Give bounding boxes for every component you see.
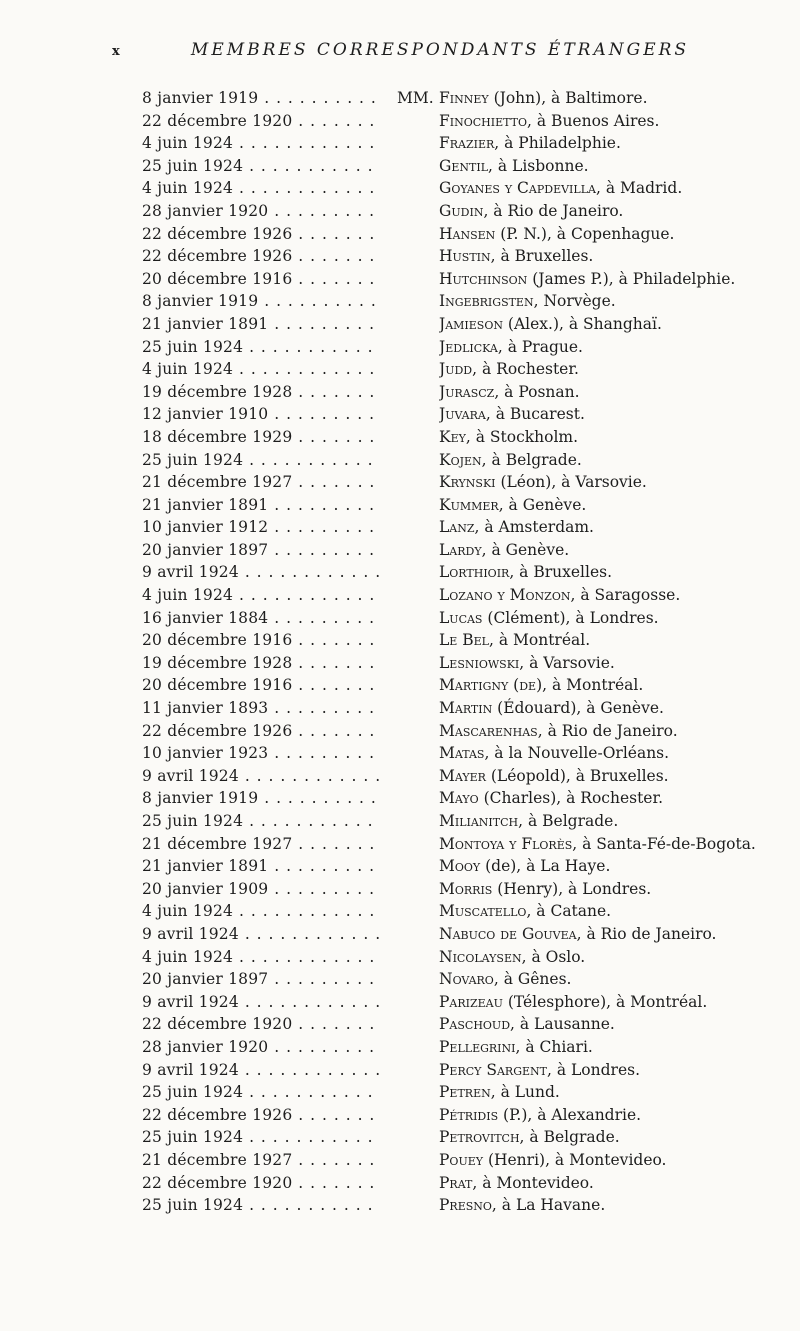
member-entry [439,223,799,246]
member-surname: Martin [439,699,493,718]
list-item [142,1036,792,1059]
election-date: 22 décembre 1926 . . . [142,1104,380,1127]
member-details: , à Genève. [481,540,570,559]
member-surname: Morris [439,879,493,898]
election-date: 11 janvier 1893 . . . [142,697,380,720]
list-item [142,426,792,449]
member-entry [439,177,799,200]
election-date: 28 janvier 1920 . . . [142,1036,380,1059]
list-item [142,313,792,336]
list-item [142,652,792,675]
list-item [142,1172,792,1195]
member-surname: Parizeau [439,992,503,1011]
member-entry [439,855,799,878]
member-surname: Nabuco de Gouvea [439,924,577,943]
member-surname: Kummer [439,495,499,514]
member-details: , à Posnan. [494,382,580,401]
member-details: , à Gênes. [493,970,572,989]
member-surname: Kojen [439,450,482,469]
list-item [142,765,792,788]
member-surname: Petrovitch [439,1128,520,1147]
member-details: , à Saragosse. [570,586,681,605]
list-item [142,200,792,223]
member-entry [439,946,799,969]
member-surname: Jurascz [439,382,495,401]
member-surname: Pétridis [439,1105,499,1124]
member-entry [439,539,799,562]
member-details: (Clément), à Londres. [482,608,659,627]
election-date: 22 décembre 1926 . . . [142,223,380,246]
member-entry [439,607,799,630]
election-date: 28 janvier 1920 . . . [142,200,380,223]
member-surname: Milianitch [439,812,519,830]
list-item [142,946,792,969]
list-prefix: MM. [397,89,434,107]
list-item [142,855,792,878]
list-item [142,358,792,381]
election-date: 16 janvier 1884 . . . [142,607,380,630]
member-details: , à Philadelphie. [494,134,621,153]
member-details: , à Rochester. [472,360,579,379]
member-entry [439,494,799,517]
member-entry [439,132,799,155]
member-surname: Key [439,427,466,446]
member-details: (P.), à Alexandrie. [498,1105,642,1124]
member-details: , Norvège. [533,292,616,311]
election-date: 25 juin 1924 . . . [142,1126,380,1149]
election-date: 8 janvier 1919 . . . [142,290,380,313]
member-entry [439,449,799,472]
member-entry [439,200,799,223]
election-date: 9 avril 1924 . . . [142,991,380,1014]
member-details: , à Rio de Janeiro. [576,924,717,943]
list-item [142,1149,792,1172]
member-surname: Muscatello [439,902,527,921]
election-date: 19 décembre 1928 . . . [142,381,380,404]
member-entry [439,765,799,788]
member-details: , à Stockholm. [465,427,579,446]
list-item [142,132,792,155]
member-surname: Gentil [439,156,489,175]
member-details: (Henri), à Montevideo. [483,1150,667,1169]
list-item [142,923,792,946]
member-surname: Ingebrigsten [439,292,534,311]
member-entry [439,584,799,607]
member-entry [439,1036,799,1059]
list-item [142,1013,792,1036]
election-date: 20 janvier 1909 . . . [142,878,380,901]
member-surname: Prat [439,1173,473,1192]
member-surname: Pouey [439,1150,484,1169]
member-entry [439,1013,799,1036]
member-details: , à Montréal. [488,631,591,650]
member-entry [439,268,799,291]
member-details: (James P.), à Philadelphie. [527,269,736,288]
member-details: , à Lund. [490,1083,560,1102]
election-date: 21 décembre 1927 . . . [142,471,380,494]
member-details: , à Oslo. [521,947,586,966]
election-date: 4 juin 1924 . . . [142,946,380,969]
election-date: 21 décembre 1927 . . . [142,1149,380,1172]
election-date: 10 janvier 1923 . . . [142,742,380,765]
member-entry [439,1059,799,1082]
election-date: 19 décembre 1928 . . . [142,652,380,675]
election-date: 4 juin 1924 . . . [142,132,380,155]
member-surname: Lucas [439,608,483,627]
member-surname: Mayer [439,766,486,785]
list-item [142,900,792,923]
member-entry [439,471,799,494]
member-details: , à Rio de Janeiro. [483,201,624,220]
member-surname: Jamieson [439,314,503,333]
election-date: 10 janvier 1912 . . . [142,516,380,539]
list-item [142,607,792,630]
member-entry [439,900,799,923]
list-item [142,245,792,268]
member-surname: Mayo [439,789,479,808]
member-details: , à Chiari. [515,1037,593,1056]
list-item [142,787,792,810]
list-item [142,833,792,856]
election-date: 8 janvier 1919 . . . [142,87,380,110]
list-item [142,290,792,313]
election-date: 25 juin 1924 . . . [142,1081,380,1104]
member-details: , à Bucarest. [485,405,585,424]
election-date: 20 janvier 1897 . . . [142,968,380,991]
member-details: , à Belgrade. [519,1128,620,1147]
list-item [142,87,792,110]
member-details: , à Belgrade. [518,812,619,830]
member-details: , à Bruxelles. [490,247,594,266]
member-surname: Jedlicka [439,337,498,356]
list-item [142,449,792,472]
list-item [142,561,792,584]
member-surname: Lorthioir [439,563,510,582]
member-entry [439,674,799,697]
member-details: (Édouard), à Genève. [492,699,664,718]
member-entry [439,358,799,381]
member-entry [439,1126,799,1149]
member-entry [439,110,799,133]
election-date: 22 décembre 1920 . . . [142,1013,380,1036]
member-entry [439,991,799,1014]
member-details: , à Amsterdam. [474,518,594,537]
member-details: , à Prague. [497,337,583,356]
election-date: 22 décembre 1920 . . . [142,110,380,133]
member-surname: Lesniowski [439,653,520,672]
member-details: , à Lisbonne. [488,156,589,175]
member-surname: Percy Sargent [439,1060,547,1079]
member-details: , à Bruxelles. [509,563,613,582]
member-entry [439,516,799,539]
member-entry [439,1081,799,1104]
member-entry [439,878,799,901]
member-details: , à Montréal. [542,676,644,695]
member-entry [439,313,799,336]
list-item [142,110,792,133]
member-surname: Le Bel [439,631,489,650]
list-item [142,403,792,426]
list-item [142,810,792,833]
member-surname: Presno [439,1196,492,1215]
member-surname: Lozano y Monzon [439,586,571,605]
member-entry [439,1149,799,1172]
member-details: (Télesphore), à Montréal. [502,992,708,1011]
election-date: 21 janvier 1891 . . . [142,313,380,336]
election-date: 20 janvier 1897 . . . [142,539,380,562]
list-item [142,516,792,539]
member-details: , à Varsovie. [519,653,615,672]
member-surname: Frazier [439,134,495,153]
election-date: 20 décembre 1916 . . . [142,674,380,697]
election-date: 25 juin 1924 . . . [142,449,380,472]
member-details: , à Montevideo. [472,1173,594,1192]
election-date: 9 avril 1924 . . . [142,923,380,946]
election-date: 25 juin 1924 . . . [142,155,380,178]
member-details: (John), à Baltimore. [488,89,648,107]
member-entry [439,1194,799,1217]
list-item [142,155,792,178]
member-entry [439,87,799,110]
member-surname: Mascarenhas [439,721,538,740]
member-details: (Henry), à Londres. [492,879,652,898]
list-item [142,584,792,607]
member-entry [439,403,799,426]
member-surname: Mooy [439,857,481,876]
election-date: 4 juin 1924 . . . [142,358,380,381]
member-entry [439,155,799,178]
election-date: 25 juin 1924 . . . [142,336,380,359]
election-date: 22 décembre 1926 . . . [142,720,380,743]
member-details: (Léon), à Varsovie. [495,473,647,492]
member-surname: Hustin [439,247,491,266]
member-entry [439,720,799,743]
election-date: 21 janvier 1891 . . . [142,494,380,517]
election-date: 4 juin 1924 . . . [142,177,380,200]
member-details: , à Buenos Aires. [527,111,660,130]
member-surname: Krynski [439,473,496,492]
member-details: (P. N.), à Copenhague. [495,224,675,243]
running-title: MEMBRES CORRESPONDANTS ÉTRANGERS [190,40,690,60]
list-item [142,629,792,652]
member-details: , à Londres. [546,1060,640,1079]
election-date: 8 janvier 1919 . . . [142,787,380,810]
member-surname: Judd [439,360,473,379]
member-entry [439,652,799,675]
list-item [142,742,792,765]
election-date: 21 janvier 1891 . . . [142,855,380,878]
list-item [142,968,792,991]
member-surname: Lanz [439,518,475,537]
member-entry [439,336,799,359]
election-date: 9 avril 1924 . . . [142,1059,380,1082]
member-surname: Matas [439,744,485,763]
list-item [142,674,792,697]
member-details: , à Belgrade. [481,450,582,469]
member-details: (Charles), à Rochester. [478,789,664,808]
member-entry [439,629,799,652]
member-surname: Finochietto [439,111,528,130]
member-details: (Alex.), à Shanghaï. [502,314,662,333]
member-entry [439,245,799,268]
member-surname: Montoya y Florès [439,834,573,853]
election-date: 12 janvier 1910 . . . [142,403,380,426]
election-date: 18 décembre 1929 . . . [142,426,380,449]
list-item [142,1081,792,1104]
member-surname: Goyanes y Capdevilla [439,179,596,198]
list-item [142,1126,792,1149]
member-details: (Léopold), à Bruxelles. [485,766,669,785]
member-details: , à Santa-Fé-de-Bogota. [572,834,756,853]
member-details: , à Catane. [526,902,612,921]
member-details: , à Genève. [498,495,587,514]
election-date: 4 juin 1924 . . . [142,584,380,607]
list-item [142,878,792,901]
member-entry [439,1172,799,1195]
list-item [142,720,792,743]
member-entry [439,381,799,404]
member-entry [439,833,799,856]
member-entry [439,810,799,833]
list-item [142,697,792,720]
member-surname: Martigny (de) [439,676,543,695]
list-item [142,381,792,404]
member-surname: Petren [439,1083,491,1102]
member-surname: Hutchinson [439,269,528,288]
election-date: 25 juin 1924 . . . [142,1194,380,1217]
election-date: 22 décembre 1926 . . . [142,245,380,268]
member-entry [439,923,799,946]
election-date: 9 avril 1924 . . . [142,561,380,584]
member-details: , à la Nouvelle-Orléans. [484,744,670,763]
list-item [142,223,792,246]
list-item [142,1059,792,1082]
member-details: , à La Havane. [491,1196,606,1215]
election-date: 21 décembre 1927 . . . [142,833,380,856]
member-surname: Nicolaysen [439,947,522,966]
member-entry [439,787,799,810]
election-date: 9 avril 1924 . . . [142,765,380,788]
list-item [142,471,792,494]
member-entry [439,742,799,765]
member-list [142,87,792,1217]
member-details: (de), à La Haye. [480,857,611,876]
list-item [142,268,792,291]
member-surname: Gudin [439,201,484,220]
list-item [142,494,792,517]
page-number: x [112,44,120,59]
list-item [142,336,792,359]
member-surname: Pellegrini [439,1037,516,1056]
list-item [142,539,792,562]
election-date: 4 juin 1924 . . . [142,900,380,923]
member-entry [439,1104,799,1127]
list-item [142,991,792,1014]
member-surname: Hansen [439,224,496,243]
member-surname: Juvara [439,405,486,424]
member-entry [439,561,799,584]
member-surname: Lardy [439,540,482,559]
election-date: 22 décembre 1920 . . . [142,1172,380,1195]
election-date: 20 décembre 1916 . . . [142,629,380,652]
list-item [142,1104,792,1127]
member-details: , à Rio de Janeiro. [537,721,678,740]
election-date: 25 juin 1924 . . . [142,810,380,833]
list-item [142,177,792,200]
member-surname: Finney [439,89,489,107]
member-surname: Novaro [439,970,494,989]
member-details: , à Lausanne. [510,1015,615,1034]
election-date: 20 décembre 1916 . . . [142,268,380,291]
member-entry [439,290,799,313]
member-entry [439,426,799,449]
list-item [142,1194,792,1217]
member-details: , à Madrid. [595,179,683,198]
member-surname: Paschoud [439,1015,511,1034]
member-entry [439,968,799,991]
member-entry [439,697,799,720]
